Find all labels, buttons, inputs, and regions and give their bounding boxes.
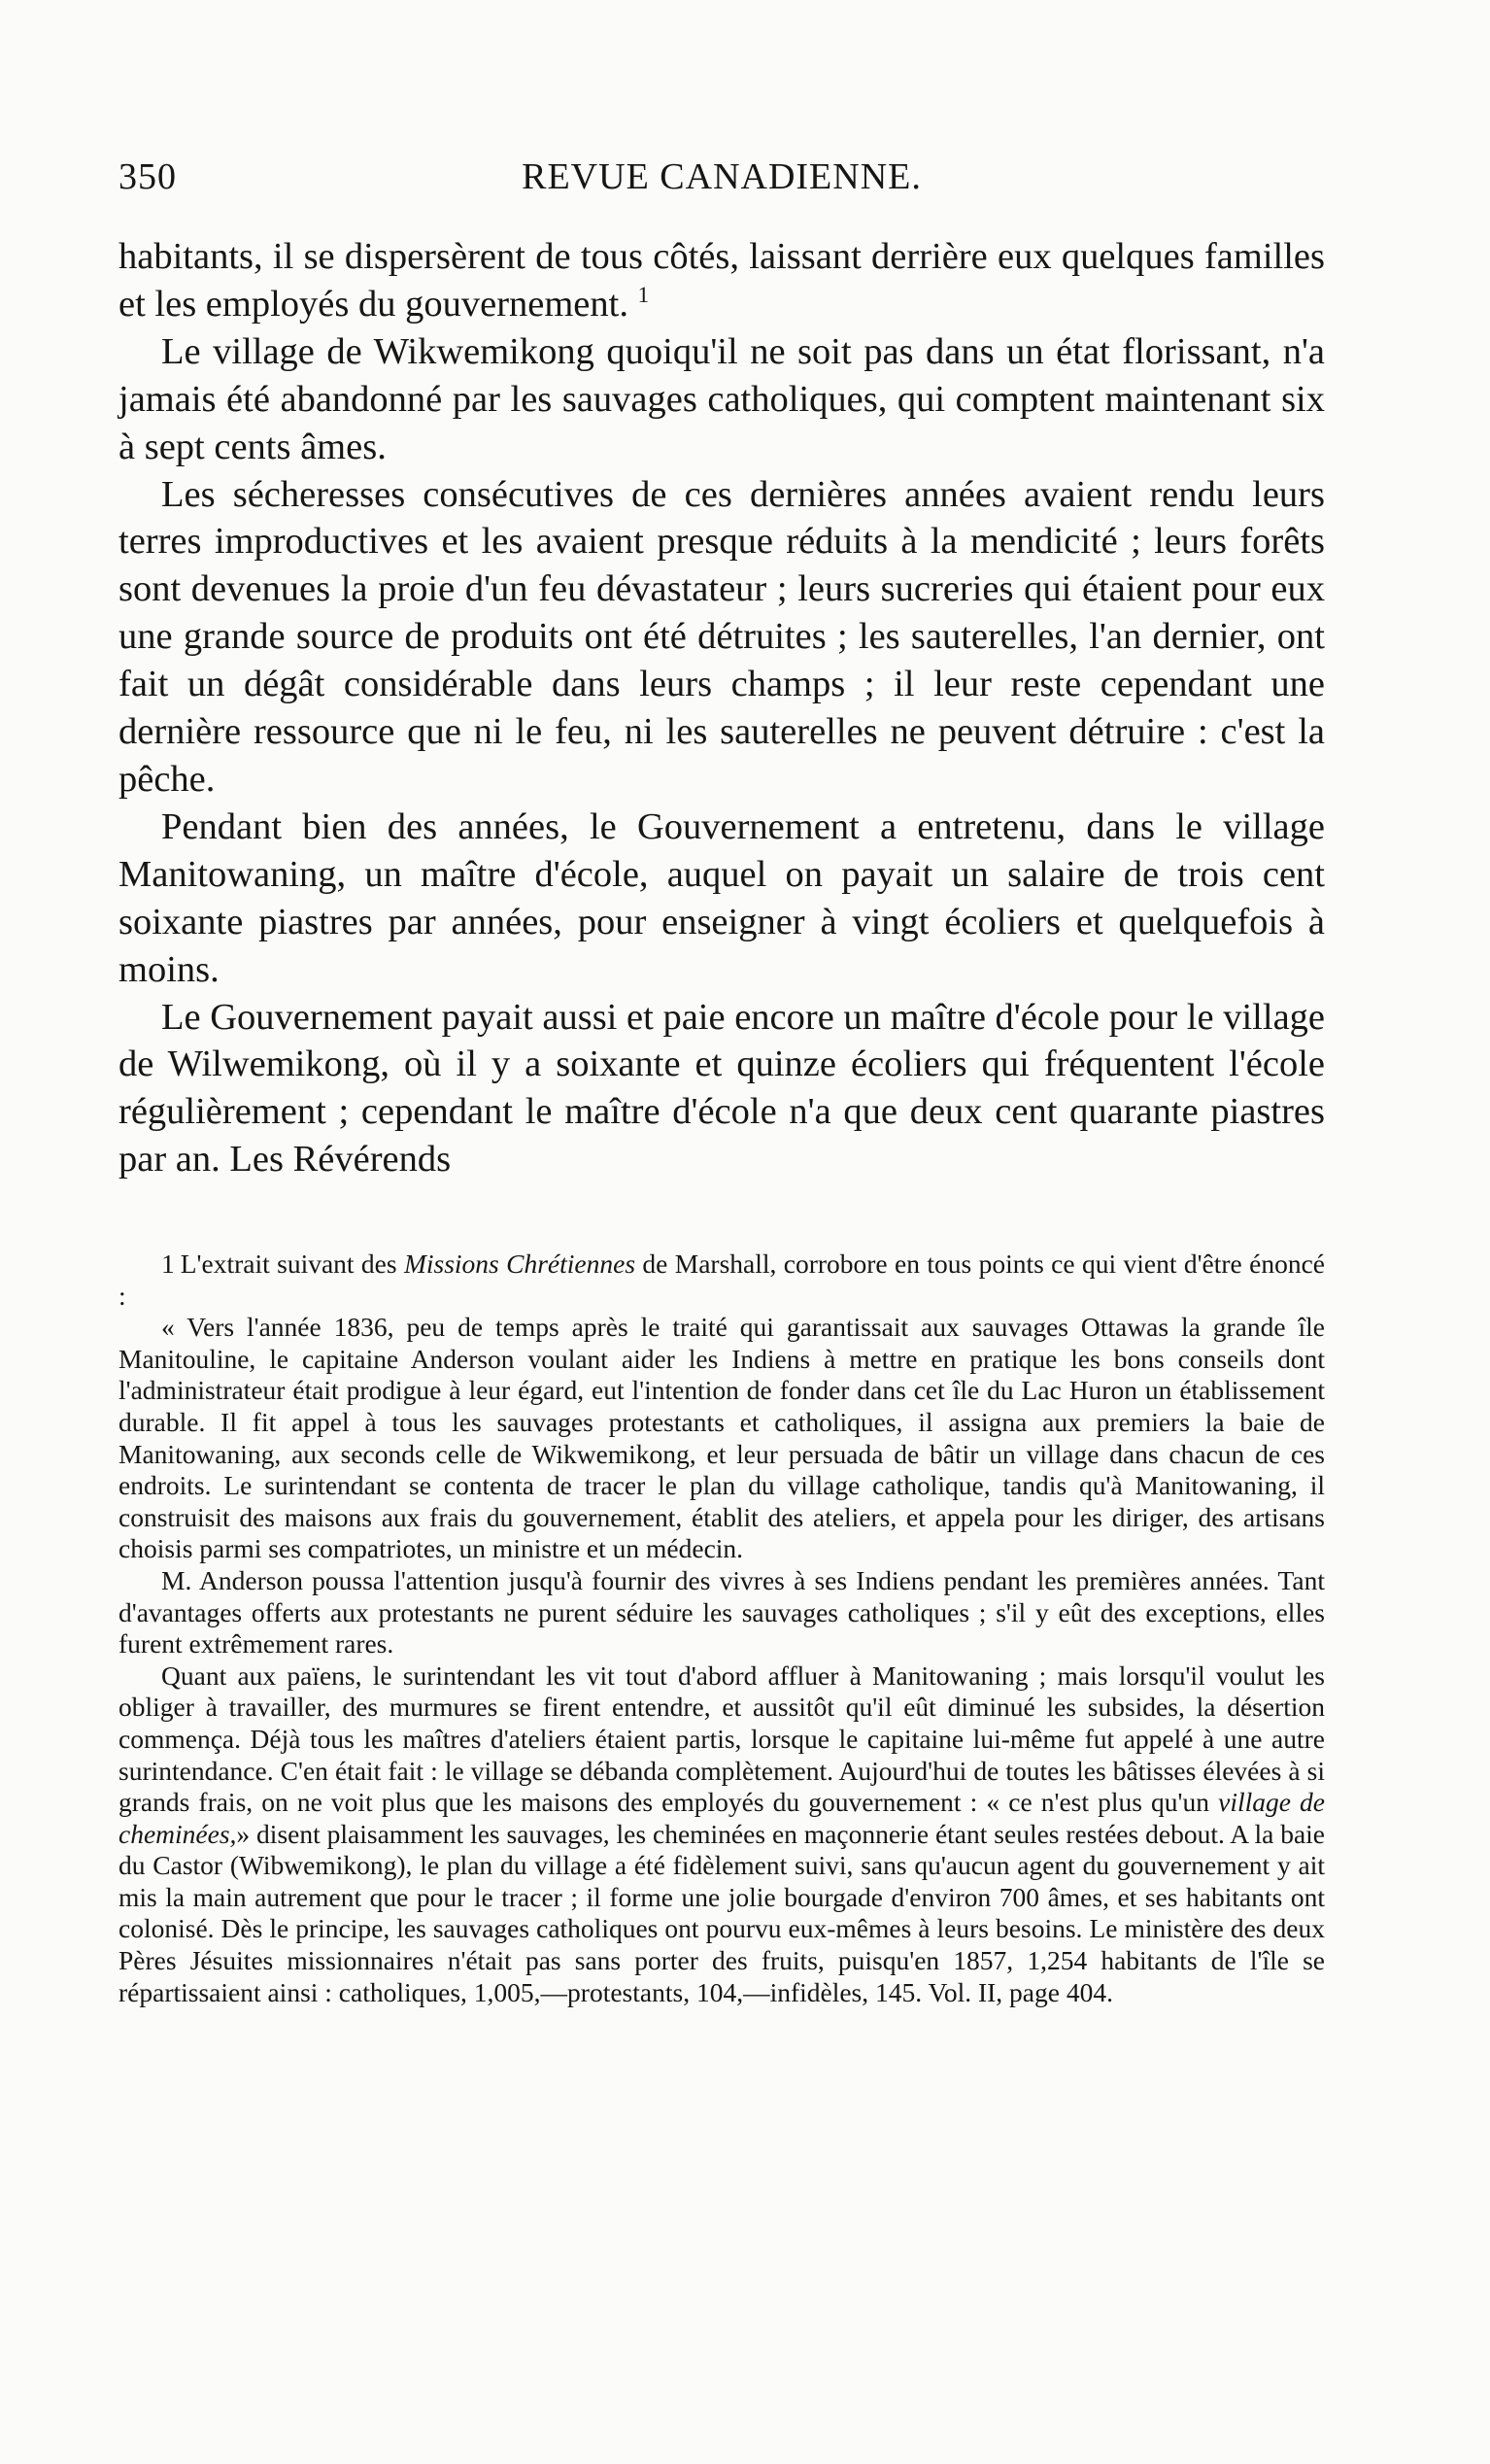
page-number: 350 <box>119 156 177 197</box>
paragraph: Le Gouvernement payait aussi et paie encore un maître d'école pour le village de Wilwemikong, où il y a soixante et quinze écoliers qui fréquentent l'école régulièrement ; cependant le maître d'école n'a que deux cent quarante piastres par an. Les Révérends <box>119 996 1325 1181</box>
main-text <box>119 233 1325 1183</box>
paragraph: Pendant bien des années, le Gouvernement a entretenu, dans le village Manitowaning, un maître d'école, auquel on payait un salaire de trois cent soixante piastres par années, pour enseigner à vingt écoliers et quelquefois à moins. <box>119 805 1325 990</box>
footnote-paragraph: M. Anderson poussa l'attention jusqu'à fournir des vivres à ses Indiens pendant les premières années. Tant d'avantages offerts aux protestants ne purent séduire les sauvages catholiques ; s'il y eût des exceptions, elles furent extrêmement rares. <box>119 1564 1325 1660</box>
footnote-text: de Marshall, corrobore en tous points ce qui vient d'être énoncé : <box>119 1249 1325 1311</box>
running-title: REVUE CANADIENNE. <box>522 156 922 197</box>
page-header <box>119 155 1325 214</box>
paragraph: Le village de Wikwemikong quoiqu'il ne soit pas dans un état florissant, n'a jamais été abandonné par les sauvages catholiques, qui comptent maintenant six à sept cents âmes. <box>119 330 1325 467</box>
footnote-text: L'extrait suivant des <box>180 1249 397 1279</box>
footnotes <box>119 1249 1325 2008</box>
paragraph-text: habitants, il se dispersèrent de tous côtés, laissant derrière eux quelques familles et les employés du gouvernement. <box>119 236 1325 325</box>
cited-work-title: Missions Chrétiennes <box>403 1249 636 1279</box>
footnote-reference: 1 <box>637 282 650 308</box>
paragraph: Les sécheresses consécutives de ces dernières années avaient rendu leurs terres improductives et les avaient presque réduits à la mendicité ; leurs forêts sont devenues la proie d'un feu dévastateur ; leurs sucreries qui étaient pour eux une grande source de produits ont été détruites ; les sauterelles, l'an dernier, ont fait un dégât considérable dans leurs champs ; il leur reste cependant une dernière ressource que ni le feu, ni les sauterelles ne peuvent détruire : c'est la pêche. <box>119 473 1325 800</box>
footnote-paragraph <box>119 1660 1325 2009</box>
footnote <box>119 1249 1325 1312</box>
footnote-text: » disent plaisamment les sauvages, les cheminées en maçonnerie étant seules restées debout. A la baie du Castor (Wibwemikong), le plan du village a été fidèlement suivi, sans qu'aucun agent du gouvernement y ait mis la main autrement que pour le tracer ; il forme une jolie bourgade d'environ 700 âmes, et ses habitants ont colonisé. Dès le principe, les sauvages catholiques ont pourvu eux-mêmes à leurs besoins. Le ministère des deux Pères Jésuites missionnaires n'était pas sans porter des fruits, puisqu'en 1857, 1,254 habitants de l'île se répartissaient ainsi : catholiques, 1,005,—protestants, 104,—infidèles, 145. Vol. II, page 404. <box>119 1818 1325 2007</box>
footnote-paragraph: « Vers l'année 1836, peu de temps après le traité qui garantissait aux sauvages Ottawas la grande île Manitouline, le capitaine Anderson voulant aider les Indiens à mettre en pratique les bons conseils dont l'administrateur était prodigue à leur égard, eut l'intention de fonder dans cet île du Lac Huron un établissement durable. Il fit appel à tous les sauvages protestants et catholiques, il assigna aux premiers la baie de Manitowaning, aux seconds celle de Wikwemikong, et leur persuada de bâtir un village dans chacun de ces endroits. Le surintendant se contenta de tracer le plan du village catholique, tandis qu'à Manitowaning, il construisit des maisons aux frais du gouvernement, établit des ateliers, et appela pour les diriger, des artisans choisis parmi ses compatriotes, un ministre et un médecin. <box>119 1312 1325 1564</box>
footnote-text: Quant aux païens, le surintendant les vit tout d'abord affluer à Manitowaning ; mais lorsqu'il voulut les obliger à travailler, des murmures se firent entendre, et aussitôt qu'il eût diminué les subsides, la désertion commença. Déjà tous les maîtres d'ateliers étaient partis, lorsque le capitaine lui-même fut appelé à une autre surintendance. C'en était fait : le village se débanda complètement. Aujourd'hui de toutes les bâtisses élevées à si grands frais, on ne voit plus que les maisons des employés du gouvernement : « ce n'est plus qu'un <box>119 1660 1325 1818</box>
footnote-mark: 1 <box>161 1249 175 1279</box>
paragraph <box>119 233 1325 328</box>
quoted-phrase: village de cheminées, <box>119 1787 1325 1849</box>
